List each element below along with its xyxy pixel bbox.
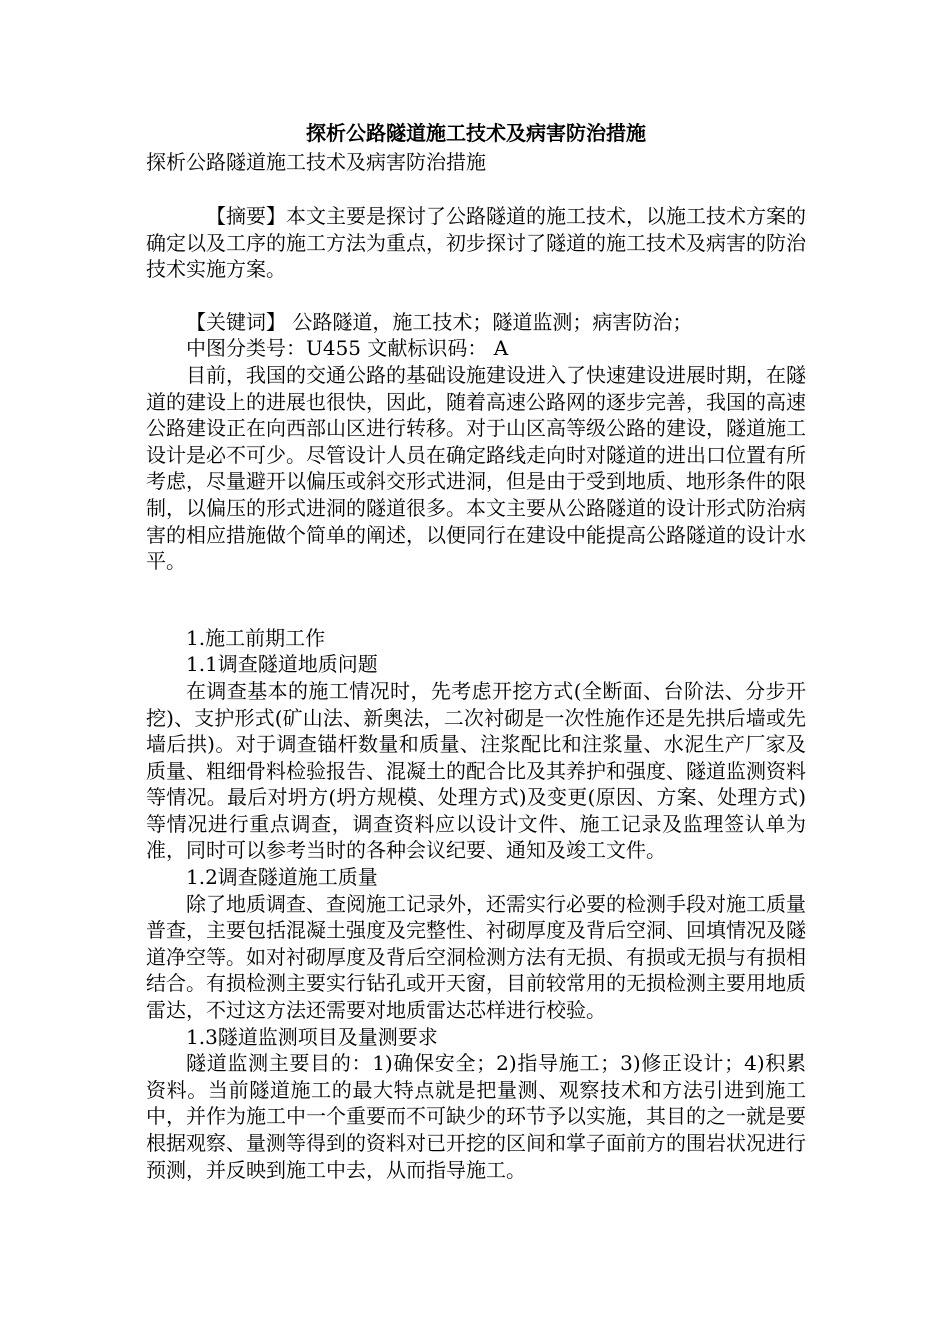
document-subtitle: 探析公路隧道施工技术及病害防治措施 (146, 150, 486, 174)
abstract-paragraph: 【摘要】本文主要是探讨了公路隧道的施工技术，以施工技术方案的确定以及工序的施工方法为重点，初步探讨了隧道的施工技术及病害的防治技术实施方案。 (146, 204, 806, 282)
classification-line: 中图分类号：U455 文献标识码： A (186, 336, 509, 361)
spacer (146, 176, 806, 203)
document-title: 探析公路隧道施工技术及病害防治措施 (306, 121, 646, 145)
keywords-line: 【关键词】 公路隧道，施工技术；隧道监测；病害防治； (186, 309, 693, 334)
section-1-1-heading: 1.1调查隧道地质问题 (186, 652, 378, 677)
section-1-3-paragraph: 隧道监测主要目的：1)确保安全；2)指导施工；3)修正设计；4)积累资料。当前隧道施工的最大特点就是把量测、观察技术和方法引进到施工中，并作为施工中一个重要而不可缺少的环节予以实施，其目的之一就是要根据观察、量测等得到的资料对已开挖的区间和掌子面前方的围岩状况进行预测，并反映到施工中去，从而指导施工。 (146, 1051, 806, 1182)
intro-paragraph: 目前，我国的交通公路的基础设施建设进入了快速建设进展时期，在隧道的建设上的进展也很快，因此，随着高速公路网的逐步完善，我国的高速公路建设正在向西部山区进行转移。对于山区高等级公路的建设，隧道施工设计是必不可少。尽管设计人员在确定路线走向时对隧道的进出口位置有所考虑，尽量避开以偏压或斜交形式进洞，但是由于受到地质、地形条件的限制，以偏压的形式进洞的隧道很多。本文主要从公路隧道的设计形式防治病害的相应措施做个简单的阐述，以便同行在建设中能提高公路隧道的设计水平。 (146, 362, 806, 574)
section-1-2-heading: 1.2调查隧道施工质量 (186, 865, 378, 890)
section-1-1-paragraph: 在调查基本的施工情况时，先考虑开挖方式(全断面、台阶法、分步开挖)、支护形式(矿山法、新奥法，二次衬砌是一次性施作还是先拱后墙或先墙后拱)。对于调查锚杆数量和质量、注浆配比和注浆量、水泥生产厂家及质量、粗细骨料检验报告、混凝土的配合比及其养护和强度、隧道监测资料等情况。最后对坍方(坍方规模、处理方式)及变更(原因、方案、处理方式)等情况进行重点调查，调查资料应以设计文件、施工记录及监理签认单为准，同时可以参考当时的各种会议纪要、通知及竣工文件。 (146, 678, 806, 863)
spacer (146, 575, 806, 625)
section-1-heading: 1.施工前期工作 (186, 625, 326, 650)
document-body (146, 118, 806, 1183)
section-1-3-heading: 1.3隧道监测项目及量测要求 (186, 1024, 438, 1049)
section-1-2-paragraph: 除了地质调查、查阅施工记录外，还需实行必要的检测手段对施工质量普查，主要包括混凝土强度及完整性、衬砌厚度及背后空洞、回填情况及隧道净空等。如对衬砌厚度及背后空洞检测方法有无损、有损或无损与有损相结合。有损检测主要实行钻孔或开天窗，目前较常用的无损检测主要用地质雷达，不过这方法还需要对地质雷达芯样进行校验。 (146, 891, 806, 1023)
spacer (146, 283, 806, 309)
